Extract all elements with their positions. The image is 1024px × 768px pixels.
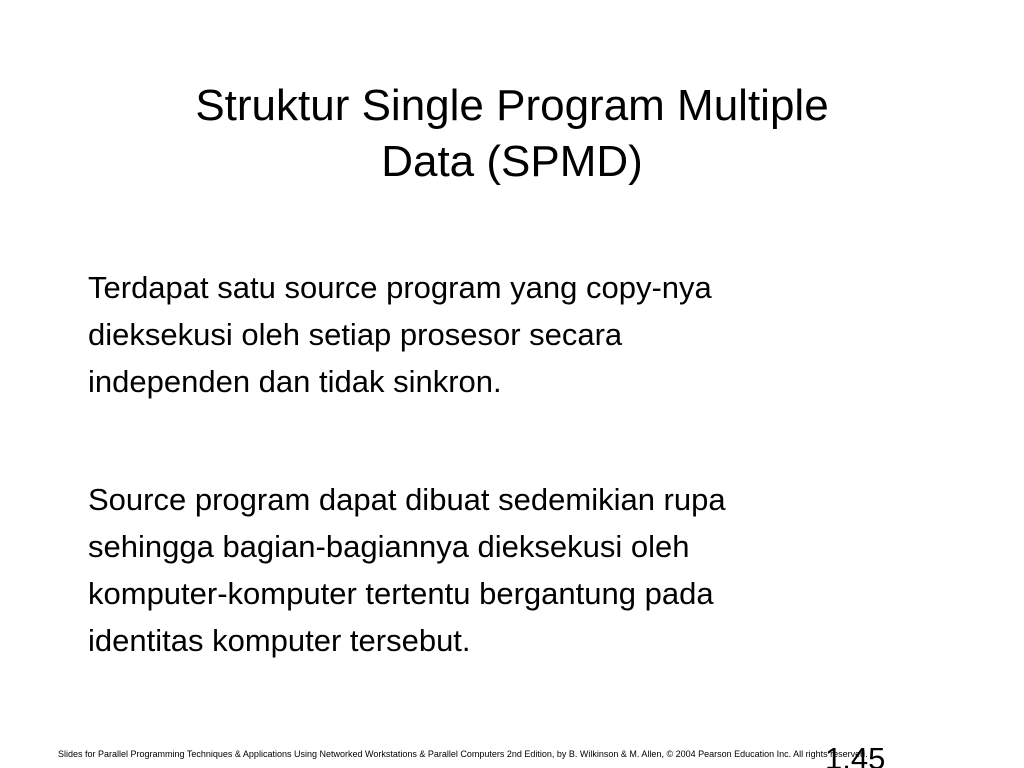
slide-title — [112, 78, 912, 190]
paragraph-line: identitas komputer tersebut. — [88, 623, 471, 658]
paragraph-line: komputer-komputer tertentu bergantung pada — [88, 576, 714, 611]
slide-title-line: Struktur Single Program Multiple — [195, 81, 829, 130]
slide-page-number: 1.45 — [825, 741, 886, 768]
paragraph-line: dieksekusi oleh setiap prosesor secara — [88, 317, 623, 352]
paragraph-line: Source program dapat dibuat sedemikian rupa — [88, 482, 726, 517]
slide-title-line: Data (SPMD) — [381, 137, 643, 186]
body-paragraph — [88, 264, 938, 405]
paragraph-line: sehingga bagian-bagiannya dieksekusi oleh — [88, 529, 690, 564]
body-paragraph — [88, 476, 938, 664]
slide-footer-copyright: Slides for Parallel Programming Techniques & Applications Using Networked Workstations & Parallel Computers 2nd Edition, by B. Wilkinson & M. Allen, © 2004 Pearson Education Inc. All rights reserved. — [58, 749, 868, 759]
paragraph-line: independen dan tidak sinkron. — [88, 364, 502, 399]
paragraph-line: Terdapat satu source program yang copy-nya — [88, 270, 712, 305]
